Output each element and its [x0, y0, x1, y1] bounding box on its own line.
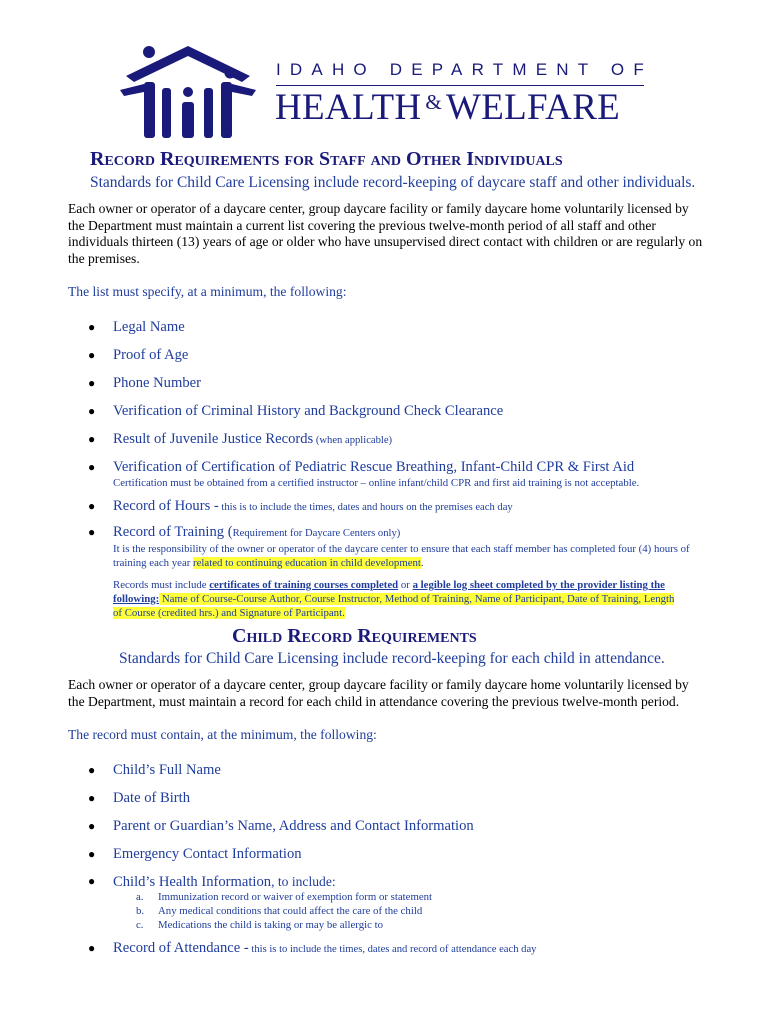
child-section-subtitle: Standards for Child Care Licensing include record-keeping for each child in attendance.: [119, 650, 665, 667]
bullet-icon: ●: [88, 763, 96, 777]
bullet-icon: ●: [88, 320, 96, 334]
bullet-icon: ●: [88, 791, 96, 805]
bullet-icon: ●: [88, 525, 96, 539]
health-word: HEALTH: [275, 87, 422, 128]
health-subitem: a. Immunization record or waiver of exemption form or statement: [136, 891, 433, 903]
bullet-icon: ●: [88, 376, 96, 390]
bullet-icon: ●: [88, 874, 96, 888]
child-list-intro: The record must contain, at the minimum, the following:: [68, 727, 377, 742]
training-note: It is the responsibility of the owner or operator of the daycare center to ensure that each staff member has completed four (4) hours of training each year related to continuing education in child development.: [113, 543, 690, 569]
child-paragraph: Each owner or operator of a daycare center, group daycare facility or family daycare home voluntarily licensed by the Department, must maintain a record for each child in attendance covering the previous twelve-month period.: [68, 677, 689, 709]
bullet-icon: ●: [88, 460, 96, 474]
bullet-icon: ●: [88, 847, 96, 861]
health-subitem: b. Any medical conditions that could affect the care of the child: [136, 905, 423, 917]
idhw-logo-icon: [118, 40, 258, 150]
health-welfare-title: [275, 86, 655, 129]
staff-list-intro: The list must specify, at a minimum, the following:: [68, 284, 347, 299]
department-name: IDAHO DEPARTMENT OF: [276, 60, 653, 79]
bullet-icon: ●: [88, 348, 96, 362]
staff-section-subtitle: Standards for Child Care Licensing include record-keeping of daycare staff and other individuals.: [90, 174, 696, 191]
welfare-word: WELFARE: [446, 87, 621, 128]
bullet-icon: ●: [88, 432, 96, 446]
cpr-note: Certification must be obtained from a certified instructor – online infant/child CPR and first aid training is not acceptable.: [113, 477, 640, 489]
staff-paragraph: Each owner or operator of a daycare center, group daycare facility or family daycare home voluntarily licensed by the Department must maintain a current list covering the previous twelve-month period of all staff and other individuals thirteen (13) years of age or older who have unsupervised direct contact with children or are regularly on the premises.: [68, 201, 703, 266]
bullet-icon: ●: [88, 941, 96, 955]
bullet-icon: ●: [88, 819, 96, 833]
health-subitem: c. Medications the child is taking or may be allergic to: [136, 919, 383, 931]
bullet-icon: ●: [88, 499, 96, 513]
staff-section-title: Record Requirements for Staff and Other Individuals: [90, 148, 563, 170]
bullet-icon: ●: [88, 404, 96, 418]
training-records-note: Records must include certificates of training courses completed or a legible log sheet completed by the provider listing the following: Name of Course-Course Author, Course Instructor, Method of Training, Name of Participant, Date of Training, Length of Course (credited hrs.) and Signature of Participant.: [113, 579, 675, 619]
child-section-title: Child Record Requirements: [232, 625, 477, 647]
ampersand: &: [425, 90, 443, 114]
